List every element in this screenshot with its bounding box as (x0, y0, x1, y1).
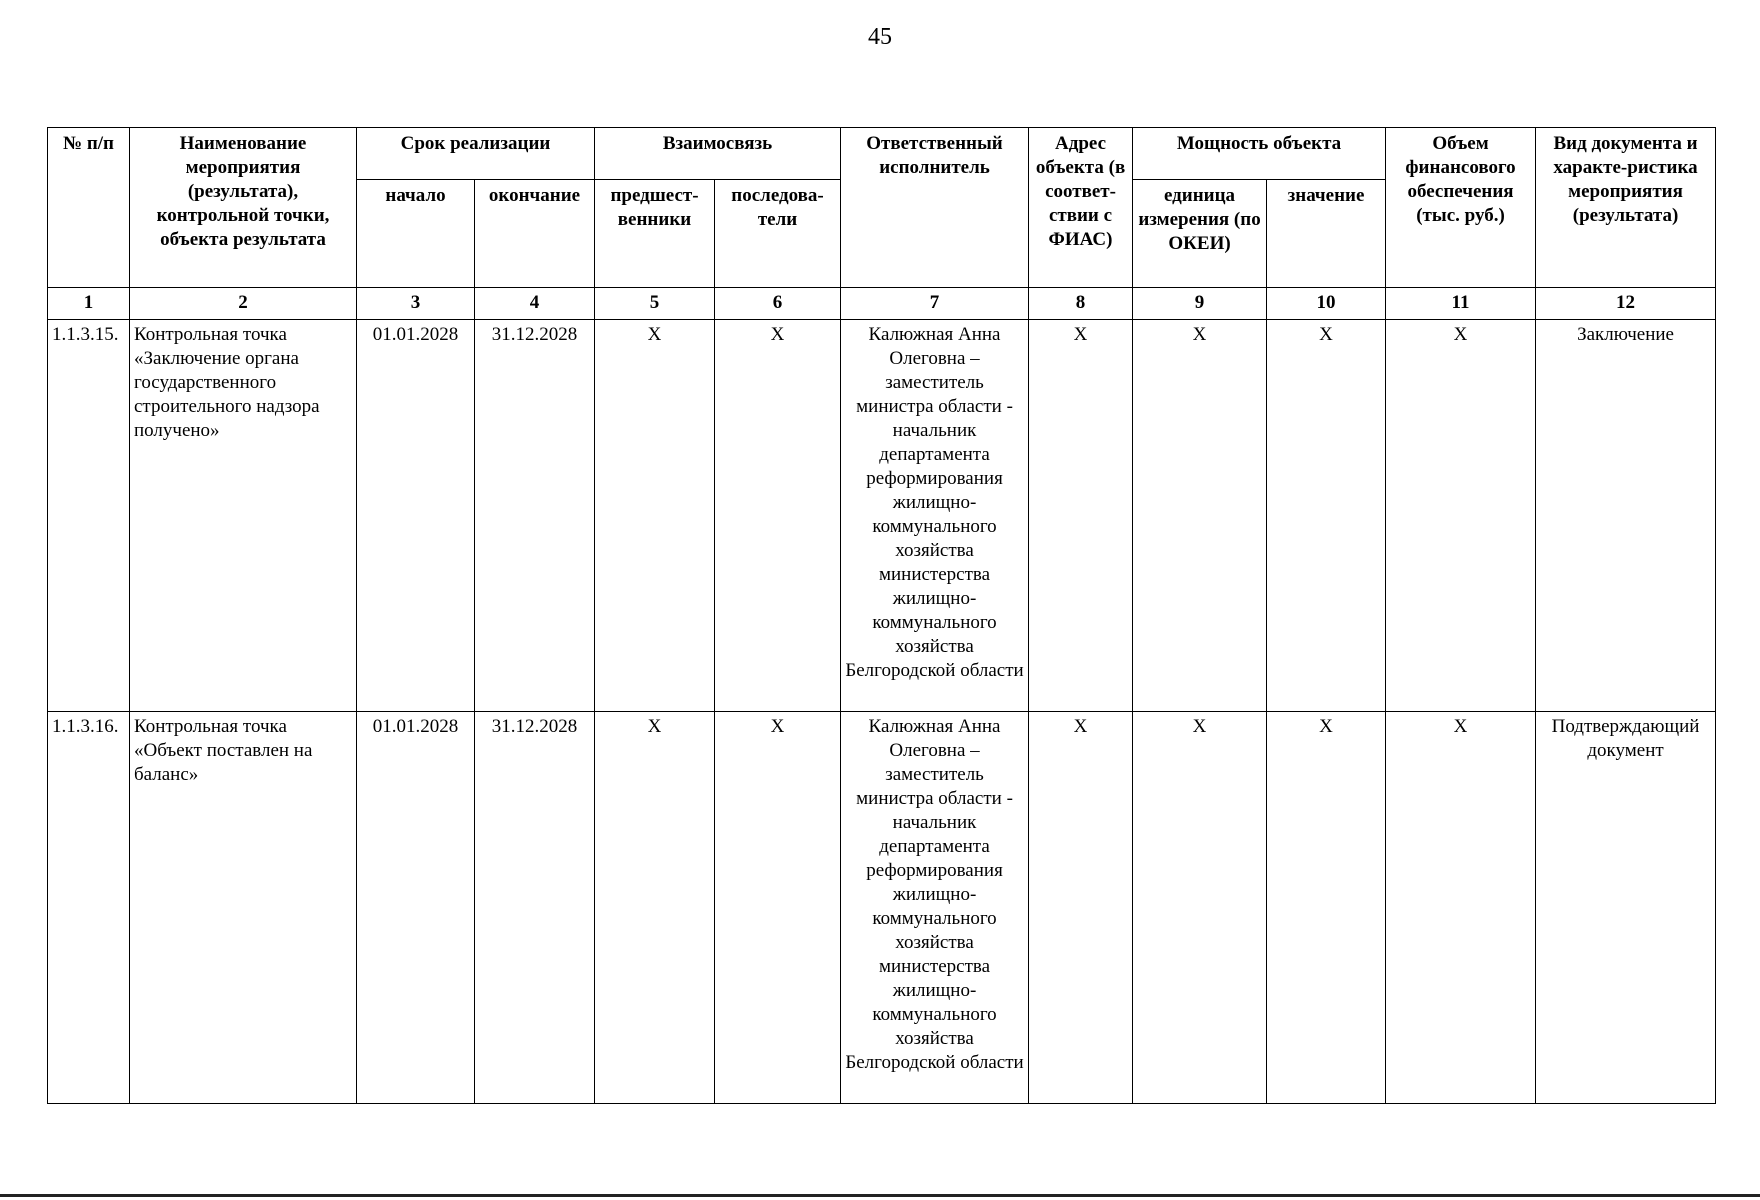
row-num: 1.1.3.16. (48, 712, 130, 1104)
row-unit: X (1133, 320, 1267, 712)
row-next: X (715, 712, 841, 1104)
row-prev: X (595, 712, 715, 1104)
row-name: Контрольная точка «Заключение органа государственного строительного надзора получено» (130, 320, 357, 712)
row-finance: X (1386, 320, 1536, 712)
row-finance: X (1386, 712, 1536, 1104)
header-row-1 (48, 128, 1716, 180)
row-doc: Подтверждающий документ (1536, 712, 1716, 1104)
header-capacity-value: значение (1267, 180, 1386, 288)
column-number: 10 (1267, 288, 1386, 320)
header-name: Наименование мероприятия (результата), контрольной точки, объекта результата (130, 128, 357, 288)
header-period-end: окончание (475, 180, 595, 288)
row-start: 01.01.2028 (357, 712, 475, 1104)
row-end: 31.12.2028 (475, 712, 595, 1104)
column-number-row (48, 288, 1716, 320)
header-relation-prev: предшест-венники (595, 180, 715, 288)
row-address: X (1029, 712, 1133, 1104)
column-number: 11 (1386, 288, 1536, 320)
header-period: Срок реализации (357, 128, 595, 180)
header-relation: Взаимосвязь (595, 128, 841, 180)
row-address: X (1029, 320, 1133, 712)
column-number: 12 (1536, 288, 1716, 320)
column-number: 9 (1133, 288, 1267, 320)
column-number: 8 (1029, 288, 1133, 320)
header-capacity: Мощность объекта (1133, 128, 1386, 180)
row-unit: X (1133, 712, 1267, 1104)
column-number: 5 (595, 288, 715, 320)
header-period-start: начало (357, 180, 475, 288)
page-bottom-rule (0, 1194, 1760, 1197)
column-number: 2 (130, 288, 357, 320)
header-finance: Объем финансового обеспечения (тыс. руб.) (1386, 128, 1536, 288)
activities-table (47, 127, 1716, 1104)
header-executor: Ответственный исполнитель (841, 128, 1029, 288)
column-number: 7 (841, 288, 1029, 320)
row-prev: X (595, 320, 715, 712)
row-start: 01.01.2028 (357, 320, 475, 712)
column-number: 6 (715, 288, 841, 320)
header-relation-next: последова-тели (715, 180, 841, 288)
column-number: 1 (48, 288, 130, 320)
row-next: X (715, 320, 841, 712)
row-value: X (1267, 712, 1386, 1104)
header-address: Адрес объекта (в соответ-ствии с ФИАС) (1029, 128, 1133, 288)
row-executor: Калюжная Анна Олеговна – заместитель министра области - начальник департамента реформирования жилищно-коммунального хозяйства министерства жилищно-коммунального хозяйства Белгородской области (841, 320, 1029, 712)
row-value: X (1267, 320, 1386, 712)
header-doc-type: Вид документа и характе-ристика мероприятия (результата) (1536, 128, 1716, 288)
row-name: Контрольная точка «Объект поставлен на баланс» (130, 712, 357, 1104)
row-end: 31.12.2028 (475, 320, 595, 712)
row-num: 1.1.3.15. (48, 320, 130, 712)
header-capacity-unit: единица измерения (по ОКЕИ) (1133, 180, 1267, 288)
header-num: № п/п (48, 128, 130, 288)
column-number: 3 (357, 288, 475, 320)
column-number: 4 (475, 288, 595, 320)
table-row (48, 320, 1716, 712)
table-row (48, 712, 1716, 1104)
page-number: 45 (868, 24, 892, 50)
row-doc: Заключение (1536, 320, 1716, 712)
row-executor: Калюжная Анна Олеговна – заместитель министра области - начальник департамента реформирования жилищно-коммунального хозяйства министерства жилищно-коммунального хозяйства Белгородской области (841, 712, 1029, 1104)
